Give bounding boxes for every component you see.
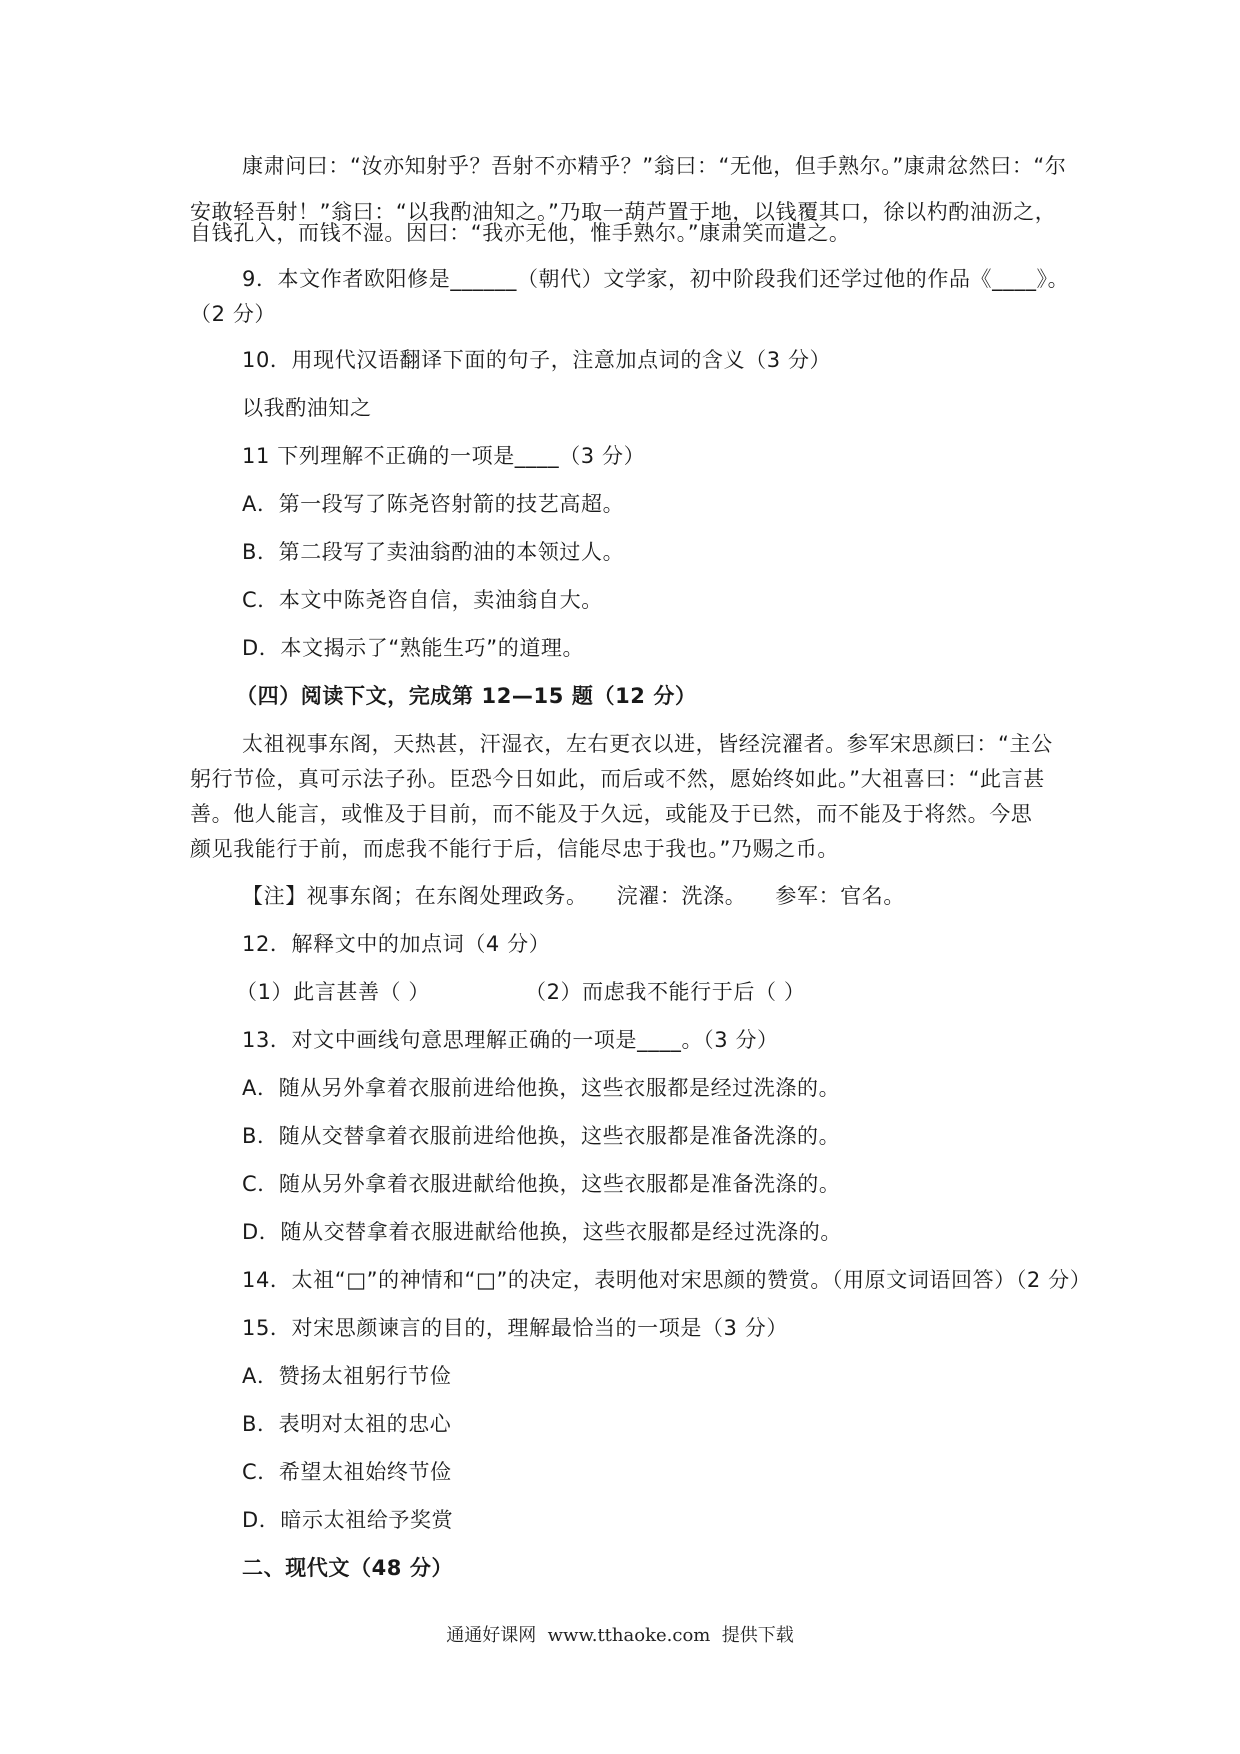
- section-4-heading: （四）阅读下文，完成第 12—15 题（12 分）: [236, 684, 697, 708]
- question-11-option: D．本文揭示了“熟能生巧”的道理。: [242, 636, 585, 660]
- passage-line: 安敢轻吾射！”翁曰：“以我酌油知之。”乃取一葫芦置于地，以钱覆其口，徐以杓酌油沥之，: [190, 200, 1057, 224]
- passage-line: 颜见我能行于前，而虑我不能行于后，信能尽忠于我也。”乃赐之币。: [190, 837, 839, 861]
- question-14-stem: 14．太祖“□”的神情和“□”的决定，表明他对宋思颜的赞赏。（用原文词语回答）（2 分）: [242, 1268, 1092, 1292]
- part-2-heading: 二、现代文（48 分）: [242, 1556, 454, 1580]
- question-11-option: A．第一段写了陈尧咨射箭的技艺高超。: [242, 492, 625, 516]
- question-15-option: C．希望太祖始终节俭: [242, 1460, 452, 1484]
- passage-line: 自钱孔入，而钱不湿。因曰：“我亦无他，惟手熟尔。”康肃笑而遣之。: [190, 221, 851, 245]
- question-15-option: D．暗示太祖给予奖赏: [242, 1508, 454, 1532]
- question-11-stem: 11 下列理解不正确的一项是____（3 分）: [242, 444, 646, 468]
- question-12-stem: 12．解释文中的加点词（4 分）: [242, 932, 551, 956]
- question-9-line2: （2 分）: [190, 302, 277, 326]
- passage-line: 躬行节俭，真可示法子孙。臣恐今日如此，而后或不然，愿始终如此。”大祖喜曰：“此言甚: [190, 767, 1045, 791]
- page-footer: 通通好课网 www.tthaoke.com 提供下载: [446, 1625, 794, 1646]
- question-15-option: A．赞扬太祖躬行节俭: [242, 1364, 452, 1388]
- question-13-stem: 13．对文中画线句意思理解正确的一项是____。（3 分）: [242, 1028, 779, 1052]
- question-11-option: B．第二段写了卖油翁酌油的本领过人。: [242, 540, 625, 564]
- question-13-option: B．随从交替拿着衣服前进给他换，这些衣服都是准备洗涤的。: [242, 1124, 841, 1148]
- question-13-option: C．随从另外拿着衣服进献给他换，这些衣服都是准备洗涤的。: [242, 1172, 841, 1196]
- question-13-option: D．随从交替拿着衣服进献给他换，这些衣服都是经过洗涤的。: [242, 1220, 842, 1244]
- question-13-option: A．随从另外拿着衣服前进给他换，这些衣服都是经过洗涤的。: [242, 1076, 841, 1100]
- question-15-stem: 15．对宋思颜谏言的目的，理解最恰当的一项是（3 分）: [242, 1316, 788, 1340]
- passage-line: 康肃问曰：“汝亦知射乎？吾射不亦精乎？”翁曰：“无他，但手熟尔。”康肃忿然曰：“尔: [242, 154, 1067, 178]
- question-12-item: （2）而虑我不能行于后（ ）: [525, 980, 806, 1004]
- passage-line: 太祖视事东阁，天热甚，汗湿衣，左右更衣以进，皆经浣濯者。参军宋思颜曰：“主公: [242, 732, 1053, 756]
- passage-note: 【注】视事东阁；在东阁处理政务。 浣濯：洗涤。 参军：官名。: [242, 884, 905, 908]
- passage-line: 善。他人能言，或惟及于目前，而不能及于久远，或能及于已然，而不能及于将然。今思: [190, 802, 1033, 826]
- question-10-sentence: 以我酌油知之: [242, 396, 372, 420]
- question-11-option: C．本文中陈尧咨自信，卖油翁自大。: [242, 588, 603, 612]
- question-10-stem: 10．用现代汉语翻译下面的句子，注意加点词的含义（3 分）: [242, 348, 832, 372]
- question-12-item: （1）此言甚善（ ）: [236, 980, 431, 1004]
- question-9-line1: 9．本文作者欧阳修是______（朝代）文学家，初中阶段我们还学过他的作品《____》。: [242, 267, 1070, 291]
- question-15-option: B．表明对太祖的忠心: [242, 1412, 452, 1436]
